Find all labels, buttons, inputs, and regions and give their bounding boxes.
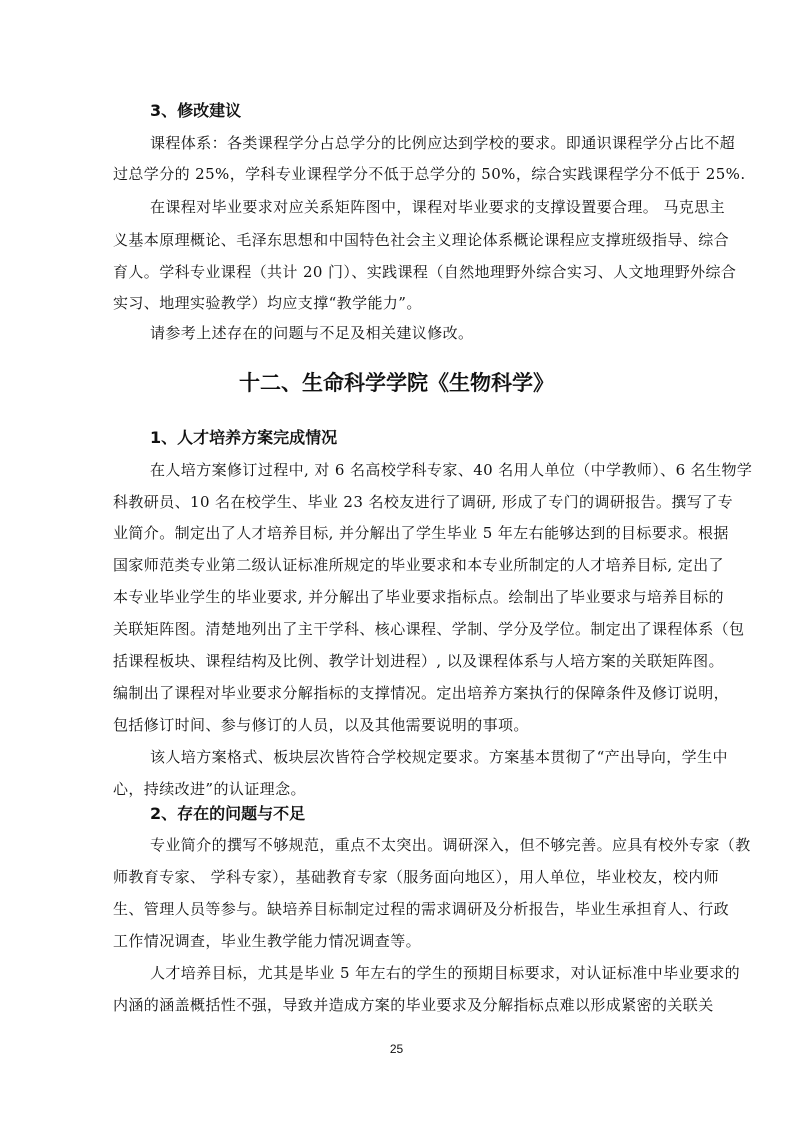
paragraph-line: 请参考上述存在的问题与不足及相关建议修改。 <box>150 324 474 342</box>
paragraph-line: 在课程对毕业要求对应关系矩阵图中，课程对毕业要求的支撑设置要合理。 马克思主 <box>150 198 725 216</box>
section-heading: 3、修改建议 <box>150 101 242 120</box>
paragraph-line: 编制出了课程对毕业要求分解指标的支撑情况。定出培养方案执行的保障条件及修订说明， <box>113 684 730 702</box>
section-heading: 2、存在的问题与不足 <box>150 804 306 823</box>
paragraph-line: 在人培方案修订过程中, 对 6 名高校学科专家、40 名用人单位（中学教师）、6 名生物学 <box>150 461 753 479</box>
paragraph-line: 工作情况调查，毕业生教学能力情况调查等。 <box>113 932 422 950</box>
paragraph-line: 本专业毕业学生的毕业要求, 并分解出了毕业要求指标点。绘制出了毕业要求与培养目标的 <box>113 588 724 606</box>
paragraph-line: 国家师范类专业第二级认证标准所规定的毕业要求和本专业所制定的人才培养目标, 定出了 <box>113 556 724 574</box>
paragraph-line: 义基本原理概论、毛泽东思想和中国特色社会主义理论体系概论课程应支撑班级指导、综合 <box>113 231 730 249</box>
paragraph-line: 过总学分的 25%，学科专业课程学分不低于总学分的 50%，综合实践课程学分不低于 25%. <box>113 165 746 183</box>
paragraph-line: 科教研员、10 名在校学生、毕业 23 名校友进行了调研, 形成了专门的调研报告。撰写了专 <box>113 493 734 511</box>
paragraph-line: 专业简介的撰写不够规范，重点不太突出。调研深入，但不够完善。应具有校外专家（教 <box>150 836 751 854</box>
paragraph-line: 心，持续改进”的认证理念。 <box>113 780 306 798</box>
paragraph-line: 实习、地理实验教学）均应支撑“教学能力”。 <box>113 294 422 312</box>
paragraph-line: 业简介。制定出了人才培养目标, 并分解出了学生毕业 5 年左右能够达到的目标要求。根据 <box>113 524 729 542</box>
paragraph-line: 师教育专家、 学科专家），基础教育专家（服务面向地区），用人单位，毕业校友，校内师 <box>113 868 720 886</box>
paragraph-line: 括课程板块、课程结构及比例、教学计划进程）, 以及课程体系与人培方案的关联矩阵图。 <box>113 652 724 670</box>
section-heading: 1、人才培养方案完成情况 <box>150 428 338 447</box>
paragraph-line: 包括修订时间、参与修订的人员，以及其他需要说明的事项。 <box>113 716 529 734</box>
paragraph-line: 生、管理人员等参与。缺培养目标制定过程的需求调研及分析报告，毕业生承担育人、行政 <box>113 900 730 918</box>
chapter-title: 十二、生命科学学院《生物科学》 <box>239 371 554 395</box>
paragraph-line: 育人。学科专业课程（共计 20 门）、实践课程（自然地理野外综合实习、人文地理野外综合 <box>113 263 737 281</box>
paragraph-line: 关联矩阵图。清楚地列出了主干学科、核心课程、学制、学分及学位。制定出了课程体系（包 <box>113 620 745 638</box>
paragraph-line: 内涵的涵盖概括性不强，导致并造成方案的毕业要求及分解指标点难以形成紧密的关联关 <box>113 996 714 1014</box>
paragraph-line: 该人培方案格式、板块层次皆符合学校规定要求。方案基本贯彻了“产出导向，学生中 <box>150 748 728 766</box>
paragraph-line: 人才培养目标，尤其是毕业 5 年左右的学生的预期目标要求，对认证标准中毕业要求的 <box>150 964 741 982</box>
paragraph-line: 课程体系：各类课程学分占总学分的比例应达到学校的要求。即通识课程学分占比不超 <box>150 134 736 152</box>
page-number: 25 <box>389 1042 404 1056</box>
